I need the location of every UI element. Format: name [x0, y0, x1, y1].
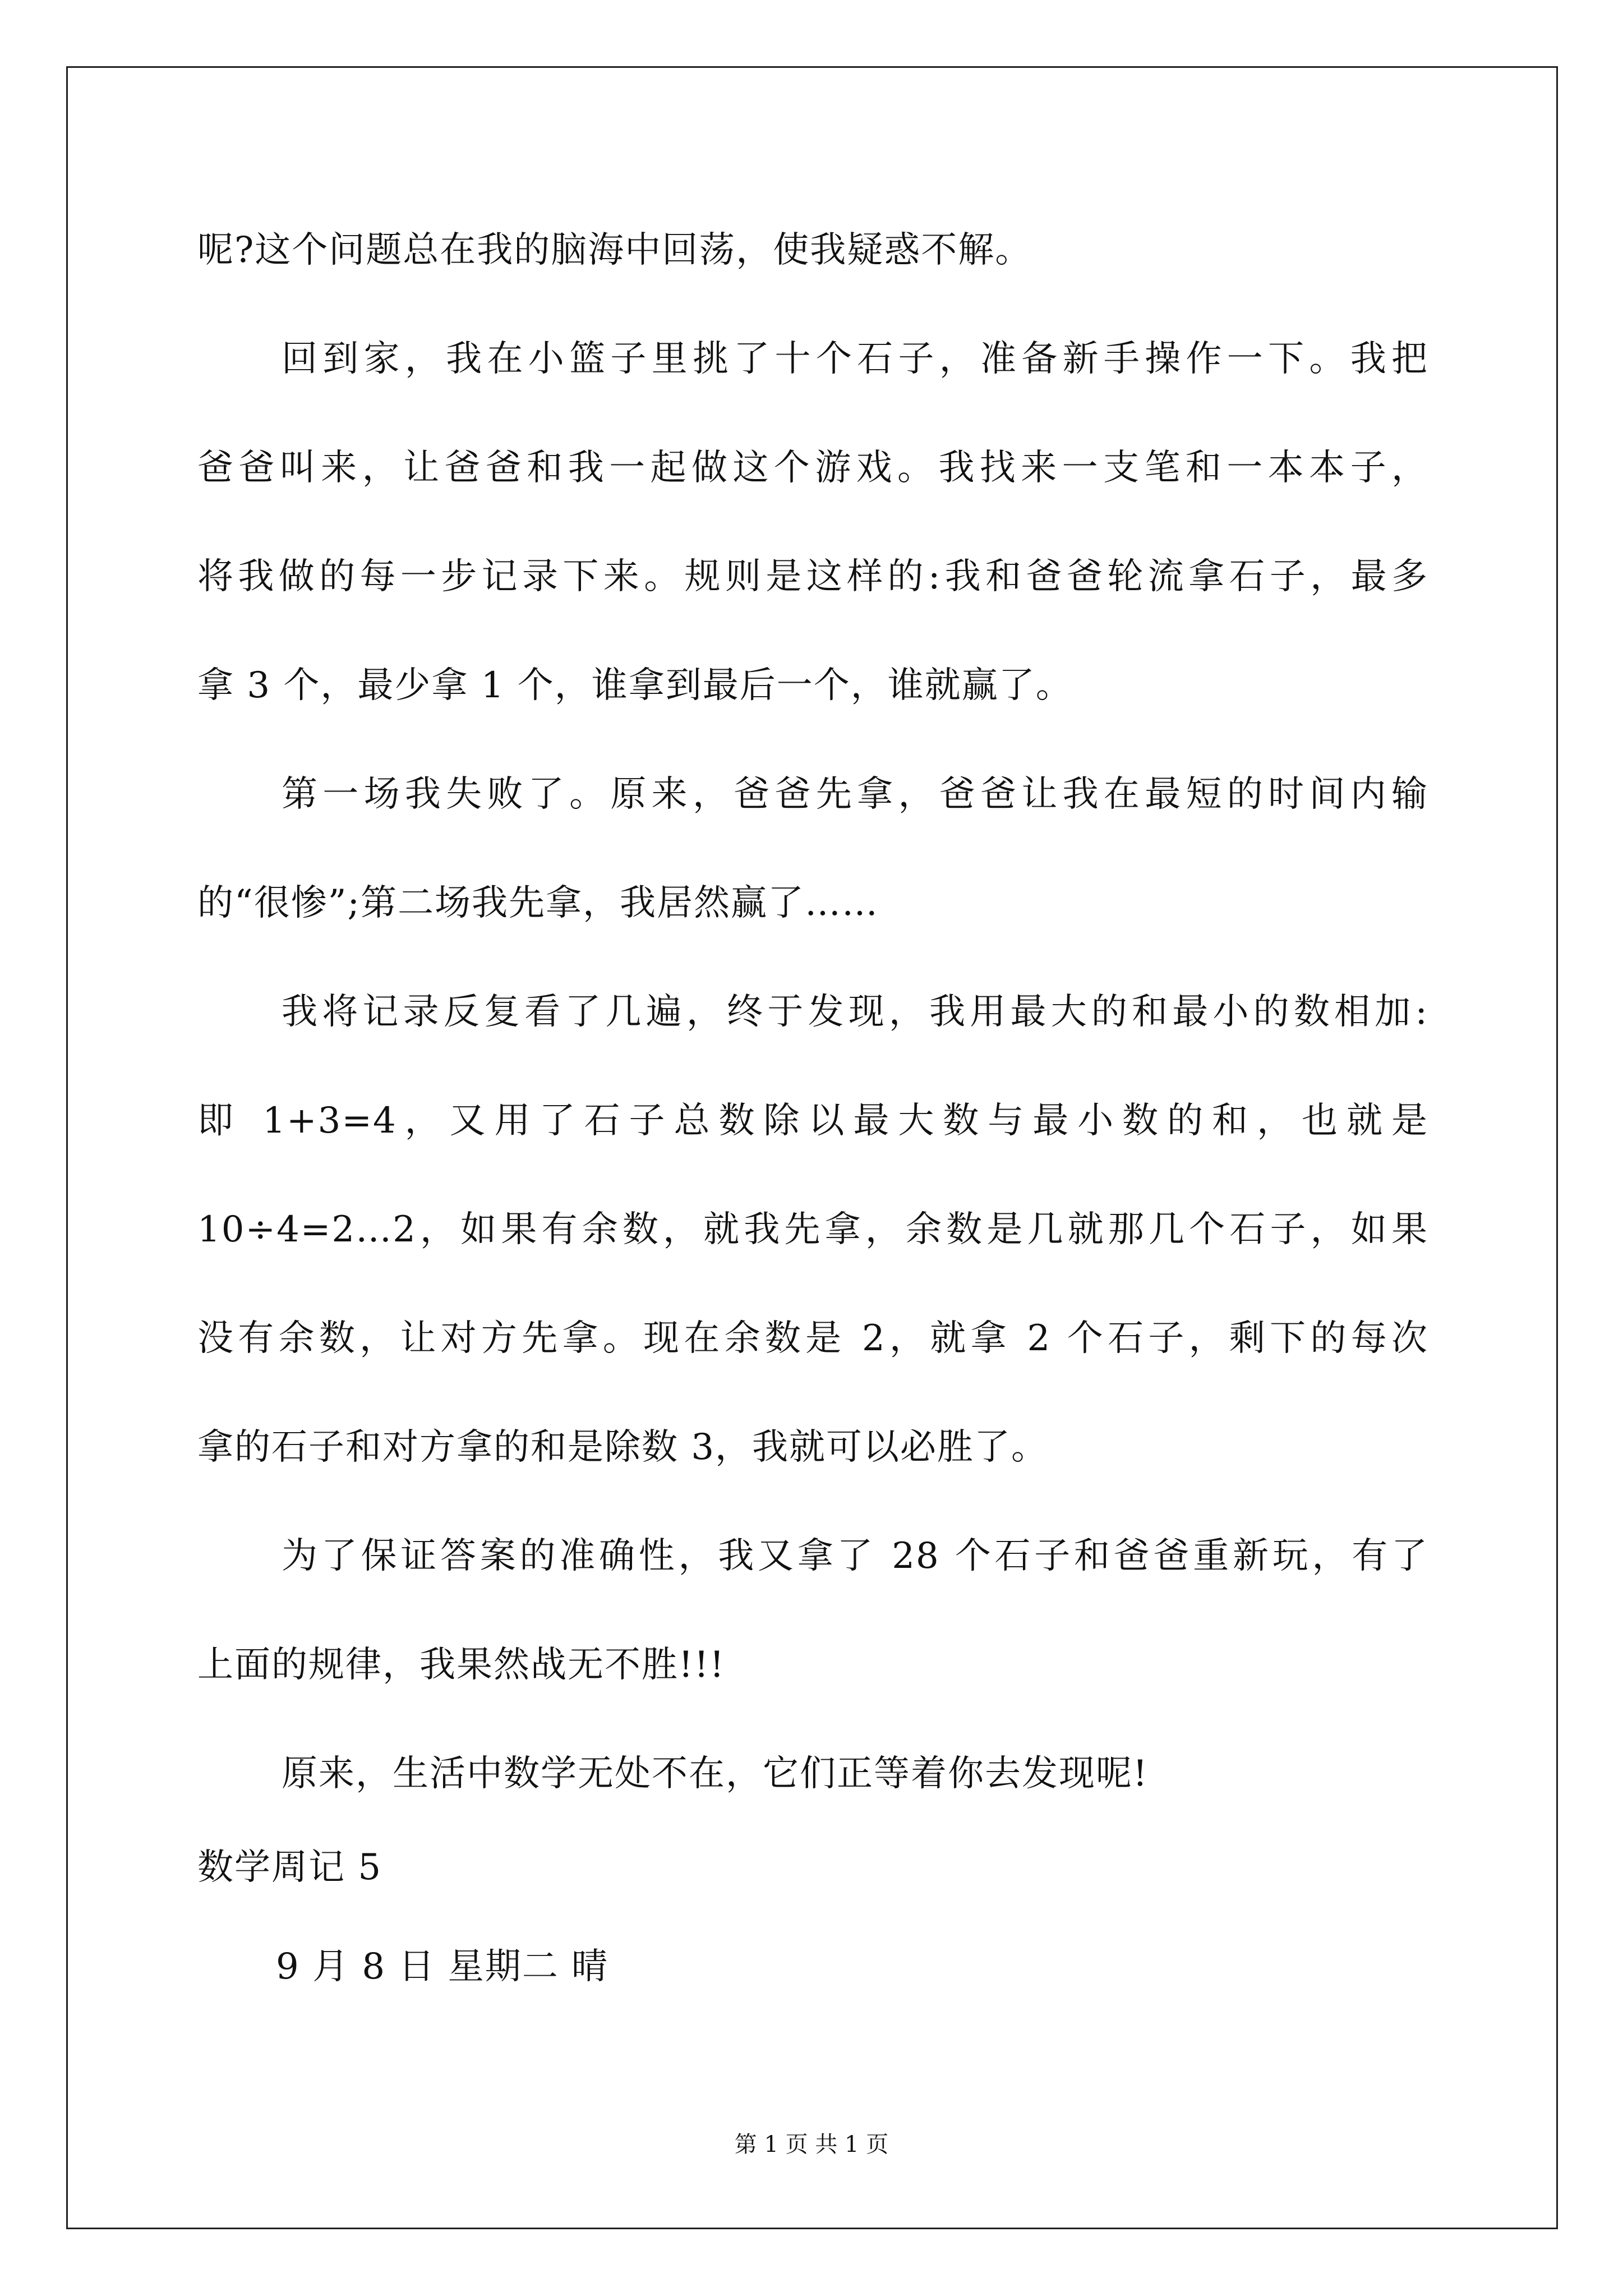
text-line: 为了保证答案的准确性，我又拿了 28 个石子和爸爸重新玩，有了 [282, 1535, 1428, 1577]
page-frame [66, 66, 1558, 2229]
text-line: 拿的石子和对方拿的和是除数 3，我就可以必胜了。 [197, 1427, 1049, 1468]
text-line: 拿 3 个，最少拿 1 个，谁拿到最后一个，谁就赢了。 [197, 665, 1073, 706]
section-heading: 数学周记 5 [197, 1847, 382, 1888]
page-footer: 第 1 页 共 1 页 [734, 2132, 889, 2157]
text-line: 10÷4=2…2，如果有余数，就我先拿，余数是几就那几个石子，如果 [197, 1209, 1428, 1250]
text-line: 呢?这个问题总在我的脑海中回荡，使我疑惑不解。 [197, 229, 1032, 271]
date-line: 9 月 8 日 星期二 晴 [276, 1946, 609, 1987]
text-line: 原来，生活中数学无处不在，它们正等着你去发现呢! [282, 1753, 1149, 1795]
text-line: 没有余数，让对方先拿。现在余数是 2，就拿 2 个石子，剩下的每次 [197, 1318, 1428, 1359]
text-line: 回到家，我在小篮子里挑了十个石子，准备新手操作一下。我把 [282, 338, 1428, 380]
text-line: 爸爸叫来，让爸爸和我一起做这个游戏。我找来一支笔和一本本子， [197, 447, 1428, 489]
text-line: 第一场我失败了。原来，爸爸先拿，爸爸让我在最短的时间内输 [282, 774, 1428, 815]
text-line: 的“很惨”;第二场我先拿，我居然赢了…… [197, 882, 879, 924]
text-line: 我将记录反复看了几遍，终于发现，我用最大的和最小的数相加: [282, 991, 1428, 1033]
text-line: 即 1+3=4，又用了石子总数除以最大数与最小数的和，也就是 [197, 1100, 1428, 1142]
text-line: 上面的规律，我果然战无不胜!!! [197, 1644, 726, 1686]
text-line: 将我做的每一步记录下来。规则是这样的:我和爸爸轮流拿石子，最多 [197, 556, 1428, 597]
